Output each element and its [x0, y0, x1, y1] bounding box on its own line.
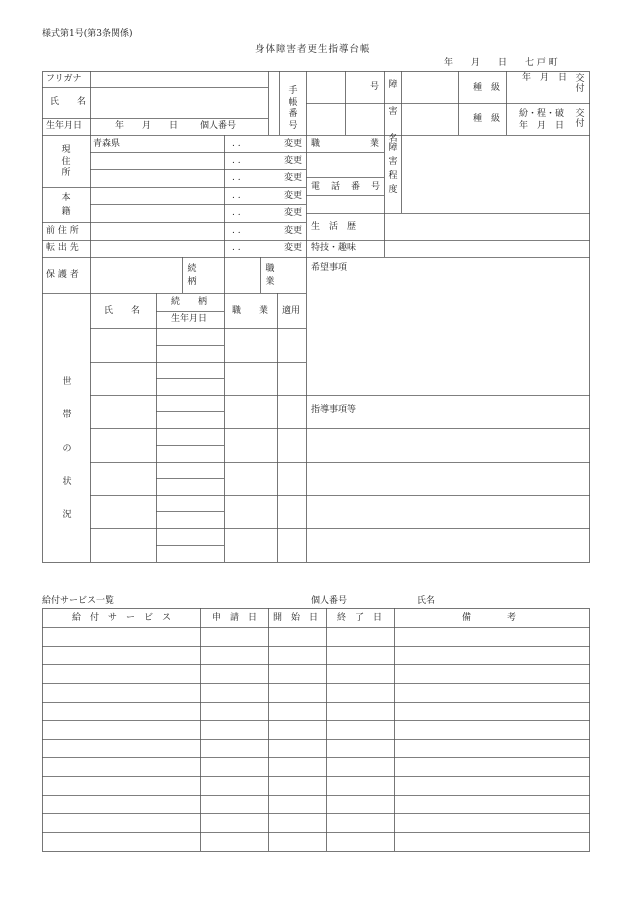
hh-apply-header: 適用	[282, 306, 301, 316]
hh-relation-header: 続 柄	[171, 297, 208, 307]
services-mynumber: 個人番号	[311, 596, 348, 606]
honseki-label: 本 籍	[61, 193, 71, 217]
grade-change: 紛・程・破	[519, 109, 565, 119]
prefecture: 青森県	[93, 139, 121, 149]
page-title: 身体障害者更生指導台帳	[255, 44, 371, 55]
shogai-label: 障 害 名	[388, 80, 398, 144]
job-label-2: 業	[370, 139, 380, 149]
moved-to-label: 転 出 先	[46, 243, 79, 253]
dots: . .	[232, 208, 241, 218]
dots: . .	[232, 191, 241, 201]
dots: . .	[232, 139, 241, 149]
history-label: 生 活 歴	[311, 222, 357, 232]
shubetsu-1: 種 級	[473, 83, 501, 93]
shubetsu-2: 種 級	[473, 114, 501, 124]
birth-label: 生年月日	[46, 121, 83, 131]
guardian-label: 保 護 者	[46, 270, 79, 280]
change-label: 変更	[284, 243, 303, 253]
hope-label: 希望事項	[311, 263, 348, 273]
furigana-label: フリガナ	[46, 74, 82, 84]
mynumber-label: 個人番号	[200, 121, 237, 131]
grade-date: 年 月 日	[519, 121, 565, 131]
col-service: 給 付 サ ー ビ ス	[72, 613, 172, 623]
col-note: 備 考	[462, 613, 517, 623]
change-label: 変更	[284, 191, 303, 201]
change-label: 変更	[284, 139, 303, 149]
dots: . .	[232, 173, 241, 183]
change-label: 変更	[284, 156, 303, 166]
guidance-label: 指導事項等	[311, 405, 357, 415]
issue-date: 年 月 日	[522, 73, 568, 83]
hh-name-header: 氏 名	[104, 306, 141, 316]
kofu-label: 交 付	[575, 74, 585, 94]
dots: . .	[232, 156, 241, 166]
relation-label: 続 柄	[187, 264, 197, 287]
guardian-job-label: 職 業	[265, 264, 275, 287]
dots: . .	[232, 226, 241, 236]
services-title: 給付サービス一覧	[42, 596, 115, 606]
hobby-label: 特技・趣味	[311, 243, 357, 253]
change-label: 変更	[284, 208, 303, 218]
name-label: 氏 名	[50, 97, 87, 107]
go-label: 号	[370, 82, 380, 92]
hh-birth-header: 生年月日	[171, 314, 208, 324]
prev-address-label: 前 住 所	[46, 226, 79, 236]
current-address-label: 現 住 所	[61, 145, 71, 179]
techo-label: 手 帳 番 号	[288, 86, 298, 132]
birth-fields: 年 月 日	[115, 121, 179, 131]
col-start: 開 始 日	[273, 613, 319, 623]
household-label: 世 帯 の 状 況	[62, 377, 72, 521]
kofu-label-2: 交 付	[575, 109, 585, 129]
change-label: 変更	[284, 226, 303, 236]
col-apply: 申 請 日	[212, 613, 258, 623]
degree-label: 障 害 程 度	[388, 143, 398, 195]
services-name: 氏名	[417, 596, 436, 606]
dots: . .	[232, 243, 241, 253]
change-label: 変更	[284, 173, 303, 183]
date-line: 年 月 日 七 戸 町	[444, 58, 558, 68]
job-label: 職	[311, 139, 321, 149]
col-end: 終 了 日	[337, 613, 383, 623]
hh-job-header: 職 業	[232, 306, 269, 316]
phone-label: 電 話 番 号	[311, 182, 382, 192]
form-number: 様式第1号(第3条関係)	[42, 29, 133, 39]
